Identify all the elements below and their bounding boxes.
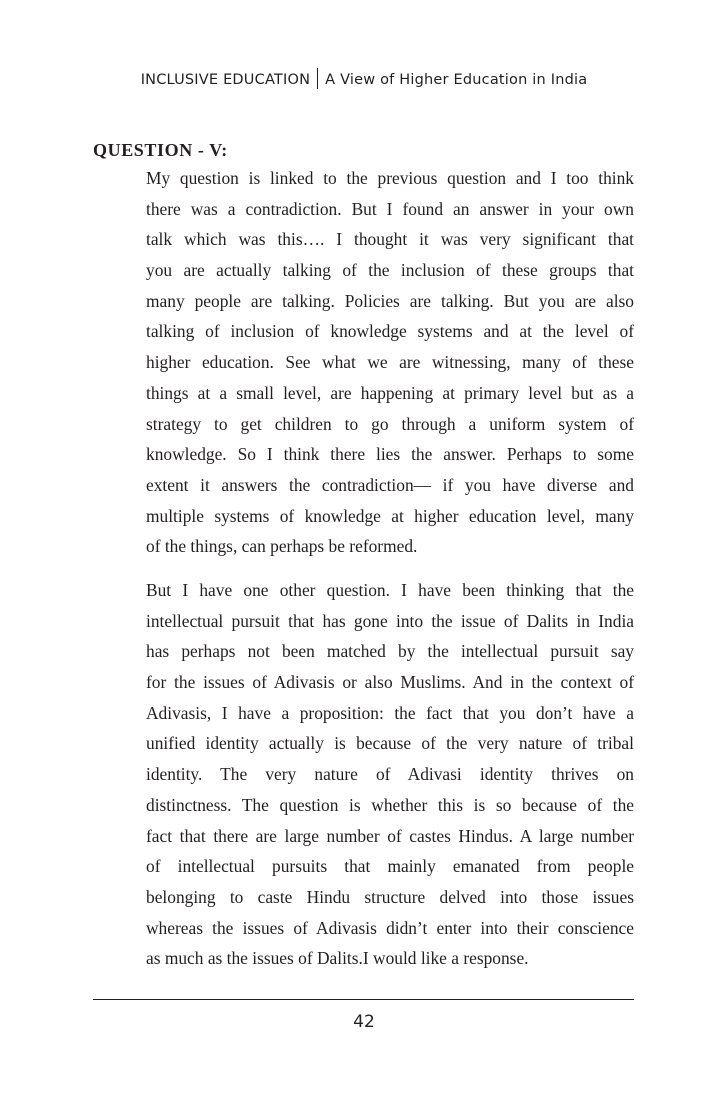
text-line: intellectual pursuit that has gone into the issue of Dalits in India: [146, 610, 634, 631]
footer-rule: [93, 999, 634, 1000]
text-line: extent it answers the contradiction— if you have diverse and: [146, 474, 634, 495]
text-line: belonging to caste Hindu structure delved into those issues: [146, 886, 634, 907]
running-head: [0, 68, 728, 89]
text-line: My question is linked to the previous question and I too think: [146, 168, 634, 188]
text-line: things at a small level, are happening at primary level but as a: [146, 382, 634, 403]
text-line: has perhaps not been matched by the intellectual pursuit say: [146, 641, 634, 662]
text-line: Adivasis, I have a proposition: the fact that you don’t have a: [146, 702, 634, 723]
text-line: as much as the issues of Dalits.I would like a response.: [146, 948, 529, 969]
text-line: higher education. See what we are witnessing, many of these: [146, 352, 634, 373]
text-line: unified identity actually is because of the very nature of tribal: [146, 733, 634, 754]
text-line: talking of inclusion of knowledge systems and at the level of: [146, 321, 634, 342]
text-line: multiple systems of knowledge at higher education level, many: [146, 505, 634, 526]
text-line: of the things, can perhaps be reformed.: [146, 536, 418, 557]
text-line: for the issues of Adivasis or also Muslims. And in the context of: [146, 672, 634, 693]
text-line: many people are talking. Policies are talking. But you are also: [146, 290, 634, 311]
paragraph-1: [146, 163, 634, 562]
book-title: INCLUSIVE EDUCATION: [140, 72, 311, 88]
text-line: strategy to get children to go through a uniform system of: [146, 413, 634, 434]
text-line: talk which was this…. I thought it was very significant that: [146, 229, 634, 250]
text-line: whereas the issues of Adivasis didn’t enter into their conscience: [146, 917, 634, 938]
text-line: of intellectual pursuits that mainly emanated from people: [146, 856, 634, 877]
text-line: knowledge. So I think there lies the answer. Perhaps to some: [146, 444, 634, 465]
text-line: fact that there are large number of castes Hindus. A large number: [146, 825, 634, 846]
text-line: you are actually talking of the inclusion of these groups that: [146, 260, 634, 281]
text-line: distinctness. The question is whether this is so because of the: [146, 794, 634, 815]
text-line: there was a contradiction. But I found an answer in your own: [146, 198, 634, 219]
text-line: identity. The very nature of Adivasi identity thrives on: [146, 764, 634, 785]
paragraph-2: [146, 575, 634, 974]
header-separator: [317, 68, 318, 89]
book-subtitle: A View of Higher Education in India: [325, 72, 588, 88]
page-number: 42: [353, 1012, 375, 1032]
text-line: But I have one other question. I have been thinking that the: [146, 580, 634, 600]
question-heading: QUESTION - V:: [93, 140, 228, 160]
